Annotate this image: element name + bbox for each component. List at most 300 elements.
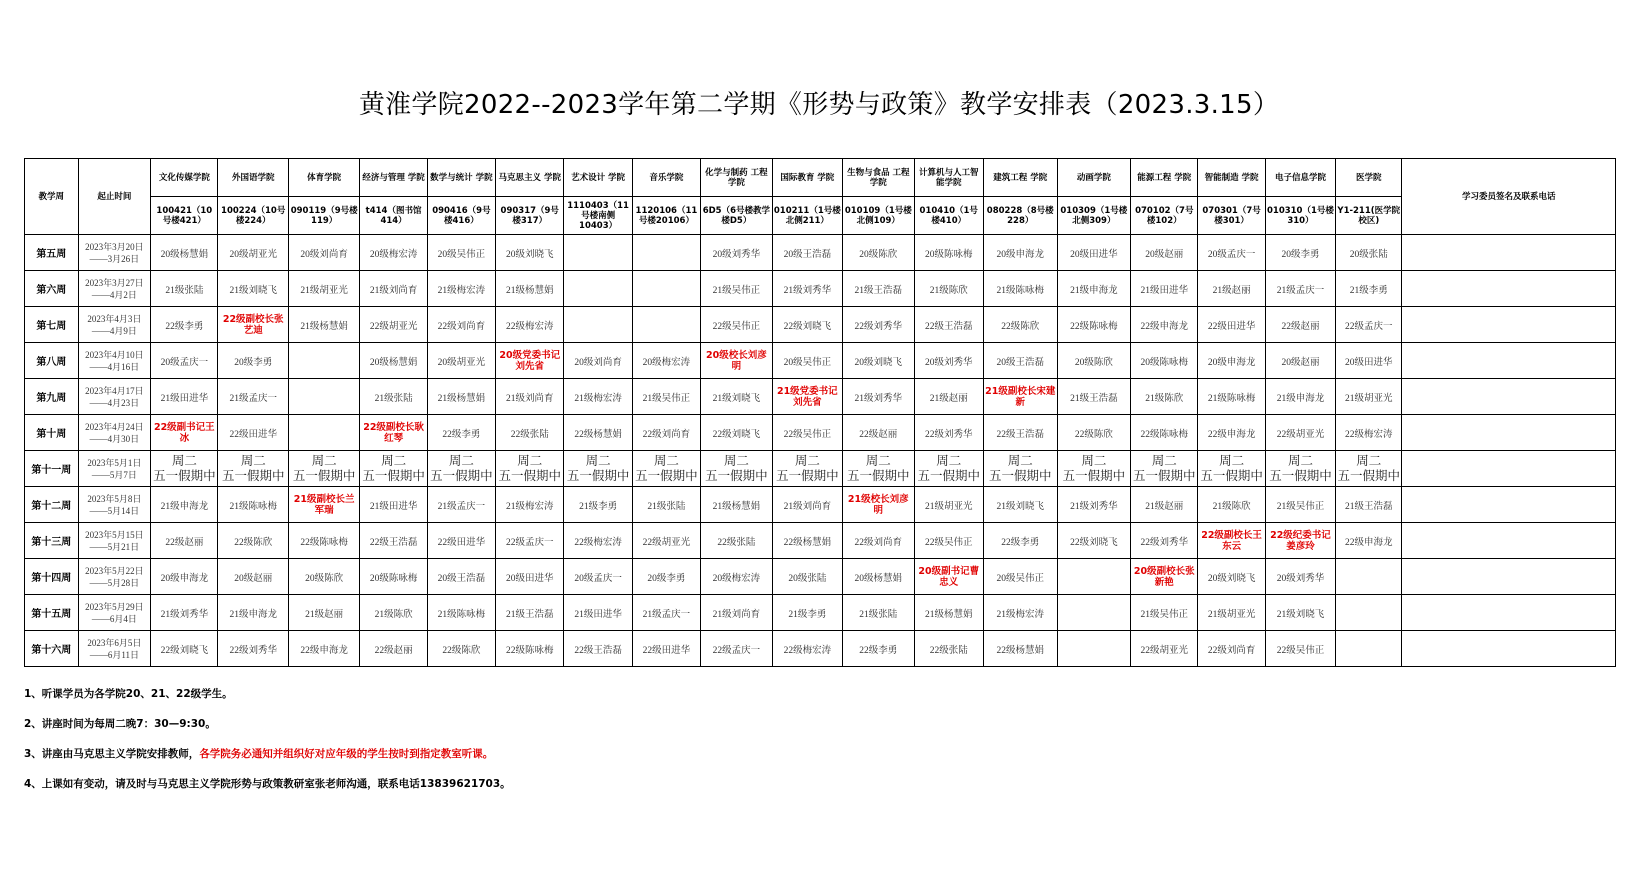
classroom-header: 010310（1号楼310） — [1265, 197, 1335, 235]
lecture-cell: 22级刘秀华 — [1131, 523, 1198, 559]
date-line: 2023年3月20日 — [85, 241, 144, 252]
lecture-cell: 21级张陆 — [843, 595, 915, 631]
lecture-cell: 21级陈咏梅 — [1198, 379, 1265, 415]
lecture-cell: 22级陈咏梅 — [496, 631, 564, 667]
college-header: 艺术设计 学院 — [564, 159, 632, 197]
lecture-cell: 22级吴伟正 — [914, 523, 983, 559]
college-header: 音乐学院 — [632, 159, 700, 197]
lecture-cell — [1057, 631, 1131, 667]
lecture-cell: 21级胡亚光 — [1336, 379, 1402, 415]
leader-lecture-cell: 22级副校长王东云 — [1198, 523, 1265, 559]
holiday-line: 五一假期中 — [847, 468, 910, 483]
lecture-cell: 22级田进华 — [427, 523, 495, 559]
lecture-cell: 22级张陆 — [496, 415, 564, 451]
week-cell: 第十五周 — [25, 595, 79, 631]
classroom-header: 090317（9号楼317） — [496, 197, 564, 235]
date-cell — [78, 343, 151, 379]
note-emphasis: 各学院务必通知并组织好对应年级的学生按时到指定教室听课。 — [199, 748, 494, 760]
date-line: ——4月9日 — [91, 325, 137, 336]
date-line: 2023年5月22日 — [85, 565, 144, 576]
lecture-cell: 21级刘晓飞 — [218, 271, 288, 307]
college-header: 体育学院 — [288, 159, 360, 197]
classroom-header: 070301（7号楼301） — [1198, 197, 1265, 235]
lecture-cell: 20级胡亚光 — [218, 235, 288, 271]
lecture-cell: 21级杨慧娟 — [914, 595, 983, 631]
lecture-cell: 21级杨慧娟 — [496, 271, 564, 307]
lecture-cell: 21级王浩磊 — [843, 271, 915, 307]
lecture-cell: 22级胡亚光 — [632, 523, 700, 559]
schedule-row — [25, 235, 1616, 271]
lecture-cell: 22级孟庆一 — [701, 631, 773, 667]
date-line: ——4月16日 — [89, 361, 140, 372]
lecture-cell: 21级田进华 — [1131, 271, 1198, 307]
lecture-cell: 22级田进华 — [1198, 307, 1265, 343]
lecture-cell: 21级李勇 — [1336, 271, 1402, 307]
lecture-cell: 22级杨慧娟 — [564, 415, 632, 451]
date-header: 起止时间 — [78, 159, 151, 235]
date-line: ——3月26日 — [89, 253, 140, 264]
lecture-cell: 20级梅宏涛 — [701, 559, 773, 595]
holiday-cell — [983, 451, 1057, 487]
holiday-cell — [1198, 451, 1265, 487]
signature-cell — [1402, 235, 1616, 271]
classroom-header: 010211（1号楼北侧211） — [772, 197, 842, 235]
page-title: 黄淮学院2022--2023学年第二学期《形势与政策》教学安排表（2023.3.15） — [358, 90, 1280, 120]
lecture-cell: 20级刘尚育 — [288, 235, 360, 271]
holiday-line: 周二 — [585, 453, 611, 468]
signature-cell — [1402, 415, 1616, 451]
lecture-cell: 22级李勇 — [843, 631, 915, 667]
lecture-cell: 21级孟庆一 — [1265, 271, 1335, 307]
lecture-cell: 21级陈咏梅 — [983, 271, 1057, 307]
holiday-line: 五一假期中 — [498, 468, 561, 483]
lecture-cell: 22级陈欣 — [218, 523, 288, 559]
classroom-header: 6D5（6号楼教学楼D5） — [701, 197, 773, 235]
lecture-cell — [632, 271, 700, 307]
holiday-cell — [151, 451, 218, 487]
lecture-cell: 21级孟庆一 — [632, 595, 700, 631]
lecture-cell: 20级赵丽 — [218, 559, 288, 595]
classroom-header: 070102（7号楼102） — [1131, 197, 1198, 235]
lecture-cell: 22级胡亚光 — [1131, 631, 1198, 667]
leader-lecture-cell: 20级副书记曹忠义 — [914, 559, 983, 595]
lecture-cell — [1336, 559, 1402, 595]
college-header: 建筑工程 学院 — [983, 159, 1057, 197]
leader-lecture-cell: 21级校长刘彦明 — [843, 487, 915, 523]
week-cell: 第十六周 — [25, 631, 79, 667]
lecture-cell — [564, 235, 632, 271]
holiday-line: 周二 — [448, 453, 474, 468]
college-header: 电子信息学院 — [1265, 159, 1335, 197]
lecture-cell: 21级刘晓飞 — [983, 487, 1057, 523]
week-cell: 第五周 — [25, 235, 79, 271]
week-cell: 第六周 — [25, 271, 79, 307]
classroom-header: 010109（1号楼北侧109） — [843, 197, 915, 235]
lecture-cell: 22级赵丽 — [843, 415, 915, 451]
lecture-cell: 20级王浩磊 — [427, 559, 495, 595]
lecture-cell: 22级杨慧娟 — [983, 631, 1057, 667]
lecture-cell: 22级申海龙 — [1198, 415, 1265, 451]
lecture-cell: 20级刘秀华 — [914, 343, 983, 379]
signature-cell — [1402, 343, 1616, 379]
lecture-cell: 21级田进华 — [151, 379, 218, 415]
date-line: 2023年3月27日 — [85, 277, 144, 288]
lecture-cell: 21级王浩磊 — [496, 595, 564, 631]
lecture-cell: 21级赵丽 — [1131, 487, 1198, 523]
lecture-cell: 20级赵丽 — [1265, 343, 1335, 379]
lecture-cell: 22级杨慧娟 — [772, 523, 842, 559]
holiday-line: 五一假期中 — [153, 468, 216, 483]
date-line: 2023年4月3日 — [87, 313, 142, 324]
college-header: 国际教育 学院 — [772, 159, 842, 197]
date-line: 2023年4月10日 — [85, 349, 144, 360]
lecture-cell: 20级李勇 — [218, 343, 288, 379]
holiday-line: 周二 — [653, 453, 679, 468]
lecture-cell: 21级梅宏涛 — [427, 271, 495, 307]
lecture-cell: 22级梅宏涛 — [1336, 415, 1402, 451]
lecture-cell: 22级王浩磊 — [360, 523, 427, 559]
holiday-cell — [772, 451, 842, 487]
lecture-cell: 20级李勇 — [1265, 235, 1335, 271]
lecture-cell: 20级申海龙 — [1198, 343, 1265, 379]
date-cell — [78, 487, 151, 523]
note-line — [24, 686, 1604, 716]
lecture-cell: 22级张陆 — [701, 523, 773, 559]
lecture-cell: 22级陈咏梅 — [288, 523, 360, 559]
lecture-cell: 20级刘秀华 — [701, 235, 773, 271]
lecture-cell: 22级王浩磊 — [914, 307, 983, 343]
leader-lecture-cell: 21级副校长兰军瑞 — [288, 487, 360, 523]
schedule-table — [24, 158, 1616, 667]
lecture-cell: 20级杨慧娟 — [843, 559, 915, 595]
lecture-cell: 20级王浩磊 — [772, 235, 842, 271]
lecture-cell — [632, 307, 700, 343]
date-cell — [78, 595, 151, 631]
lecture-cell: 21级胡亚光 — [288, 271, 360, 307]
holiday-cell — [701, 451, 773, 487]
lecture-cell — [1057, 559, 1131, 595]
signature-cell — [1402, 271, 1616, 307]
lecture-cell: 22级李勇 — [427, 415, 495, 451]
holiday-line: 周二 — [1151, 453, 1177, 468]
lecture-cell: 22级申海龙 — [1336, 523, 1402, 559]
lecture-cell: 20级孟庆一 — [151, 343, 218, 379]
holiday-line: 五一假期中 — [1269, 468, 1332, 483]
signature-header: 学习委员签名及联系电话 — [1402, 159, 1616, 235]
date-line: ——5月7日 — [91, 469, 137, 480]
lecture-cell: 22级申海龙 — [1131, 307, 1198, 343]
lecture-cell — [1336, 631, 1402, 667]
classroom-header: 100224（10号楼224） — [218, 197, 288, 235]
holiday-line: 周二 — [171, 453, 197, 468]
lecture-cell: 21级吴伟正 — [701, 271, 773, 307]
lecture-cell: 20级梅宏涛 — [632, 343, 700, 379]
date-line: 2023年5月1日 — [87, 457, 142, 468]
lecture-cell: 20级赵丽 — [1131, 235, 1198, 271]
lecture-cell: 22级吴伟正 — [1265, 631, 1335, 667]
holiday-cell — [564, 451, 632, 487]
college-header: 计算机与人工智能学院 — [914, 159, 983, 197]
holiday-line: 周二 — [936, 453, 962, 468]
lecture-cell: 22级吴伟正 — [701, 307, 773, 343]
leader-lecture-cell: 21级副校长宋建新 — [983, 379, 1057, 415]
schedule-row — [25, 451, 1616, 487]
schedule-row — [25, 631, 1616, 667]
holiday-cell — [843, 451, 915, 487]
date-cell — [78, 451, 151, 487]
holiday-cell — [1131, 451, 1198, 487]
lecture-cell: 21级刘秀华 — [843, 379, 915, 415]
date-line: 2023年4月24日 — [85, 421, 144, 432]
lecture-cell — [1336, 595, 1402, 631]
holiday-cell — [1265, 451, 1335, 487]
signature-cell — [1402, 379, 1616, 415]
note-text: 4、上课如有变动，请及时与马克思主义学院形势与政策教研室张老师沟通，联系电话13839621703。 — [24, 778, 511, 790]
lecture-cell: 21级孟庆一 — [218, 379, 288, 415]
lecture-cell: 20级田进华 — [1057, 235, 1131, 271]
date-line: 2023年5月8日 — [87, 493, 142, 504]
note-text: 3、讲座由马克思主义学院安排教师， — [24, 748, 200, 760]
lecture-cell: 22级申海龙 — [288, 631, 360, 667]
lecture-cell: 22级陈咏梅 — [1057, 307, 1131, 343]
lecture-cell: 21级申海龙 — [1265, 379, 1335, 415]
lecture-cell: 21级孟庆一 — [427, 487, 495, 523]
college-header: 智能制造 学院 — [1198, 159, 1265, 197]
lecture-cell: 22级吴伟正 — [772, 415, 842, 451]
lecture-cell: 21级李勇 — [564, 487, 632, 523]
lecture-cell: 21级吴伟正 — [1131, 595, 1198, 631]
holiday-line: 周二 — [1287, 453, 1313, 468]
lecture-cell: 22级李勇 — [151, 307, 218, 343]
holiday-line: 五一假期中 — [566, 468, 630, 483]
lecture-cell: 20级陈咏梅 — [360, 559, 427, 595]
lecture-cell: 21级陈咏梅 — [218, 487, 288, 523]
lecture-cell: 22级梅宏涛 — [772, 631, 842, 667]
note-line — [24, 746, 1604, 776]
date-cell — [78, 415, 151, 451]
lecture-cell: 22级赵丽 — [360, 631, 427, 667]
classroom-header: 1120106（11号楼20106） — [632, 197, 700, 235]
lecture-cell — [288, 379, 360, 415]
lecture-cell: 22级梅宏涛 — [496, 307, 564, 343]
lecture-cell: 22级刘晓飞 — [772, 307, 842, 343]
schedule-row — [25, 415, 1616, 451]
lecture-cell: 20级孟庆一 — [564, 559, 632, 595]
leader-lecture-cell: 22级副书记王冰 — [151, 415, 218, 451]
date-cell — [78, 631, 151, 667]
holiday-cell — [360, 451, 427, 487]
lecture-cell: 22级赵丽 — [1265, 307, 1335, 343]
leader-lecture-cell: 20级党委书记刘先省 — [496, 343, 564, 379]
lecture-cell — [632, 235, 700, 271]
lecture-cell: 21级田进华 — [360, 487, 427, 523]
lecture-cell: 21级吴伟正 — [632, 379, 700, 415]
date-line: ——5月14日 — [89, 505, 140, 516]
holiday-cell — [427, 451, 495, 487]
lecture-cell — [564, 307, 632, 343]
lecture-cell: 21级胡亚光 — [1198, 595, 1265, 631]
lecture-cell: 20级张陆 — [1336, 235, 1402, 271]
holiday-line: 五一假期中 — [705, 468, 768, 483]
lecture-cell: 21级刘秀华 — [151, 595, 218, 631]
lecture-cell: 21级王浩磊 — [1336, 487, 1402, 523]
college-header: 文化传媒学院 — [151, 159, 218, 197]
date-cell — [78, 559, 151, 595]
note-text: 1、听课学员为各学院20、21、22级学生。 — [24, 688, 233, 700]
college-header: 能源工程 学院 — [1131, 159, 1198, 197]
lecture-cell: 21级李勇 — [772, 595, 842, 631]
lecture-cell: 21级刘晓飞 — [1265, 595, 1335, 631]
lecture-cell: 22级陈欣 — [983, 307, 1057, 343]
lecture-cell: 21级刘尚育 — [496, 379, 564, 415]
note-text: 2、讲座时间为每周二晚7：30—9:30。 — [24, 718, 216, 730]
lecture-cell: 21级胡亚光 — [914, 487, 983, 523]
lecture-cell: 20级刘尚育 — [564, 343, 632, 379]
week-header: 教学周 — [25, 159, 79, 235]
lecture-cell: 22级王浩磊 — [983, 415, 1057, 451]
date-line: 2023年6月5日 — [87, 637, 142, 648]
holiday-line: 周二 — [1007, 453, 1033, 468]
lecture-cell: 22级刘尚育 — [843, 523, 915, 559]
lecture-cell: 20级陈欣 — [843, 235, 915, 271]
lecture-cell: 20级梅宏涛 — [360, 235, 427, 271]
holiday-line: 周二 — [517, 453, 543, 468]
date-line: 2023年5月29日 — [85, 601, 144, 612]
signature-cell — [1402, 523, 1616, 559]
holiday-line: 五一假期中 — [1133, 468, 1196, 483]
leader-lecture-cell: 20级校长刘彦明 — [701, 343, 773, 379]
lecture-cell: 20级胡亚光 — [427, 343, 495, 379]
holiday-line: 五一假期中 — [430, 468, 493, 483]
lecture-cell: 21级陈欣 — [1131, 379, 1198, 415]
lecture-cell: 20级杨慧娟 — [360, 343, 427, 379]
classroom-header: 090416（9号楼416） — [427, 197, 495, 235]
date-cell — [78, 271, 151, 307]
lecture-cell: 21级杨慧娟 — [427, 379, 495, 415]
schedule-row — [25, 307, 1616, 343]
lecture-cell: 20级张陆 — [772, 559, 842, 595]
lecture-cell: 22级刘尚育 — [632, 415, 700, 451]
lecture-cell: 22级李勇 — [983, 523, 1057, 559]
classroom-header: t414（图书馆414） — [360, 197, 427, 235]
leader-lecture-cell: 21级党委书记刘先省 — [772, 379, 842, 415]
lecture-cell: 22级刘晓飞 — [701, 415, 773, 451]
lecture-cell: 21级陈欣 — [914, 271, 983, 307]
lecture-cell: 22级田进华 — [632, 631, 700, 667]
date-line: ——6月11日 — [89, 649, 139, 660]
lecture-cell: 21级张陆 — [632, 487, 700, 523]
notes-section — [24, 686, 1604, 806]
college-header: 医学院 — [1336, 159, 1402, 197]
signature-cell — [1402, 559, 1616, 595]
lecture-cell: 21级刘尚育 — [360, 271, 427, 307]
schedule-row — [25, 595, 1616, 631]
date-cell — [78, 523, 151, 559]
holiday-line: 五一假期中 — [292, 468, 356, 483]
holiday-cell — [1336, 451, 1402, 487]
lecture-cell: 20级孟庆一 — [1198, 235, 1265, 271]
week-cell: 第十一周 — [25, 451, 79, 487]
college-header: 经济与管理 学院 — [360, 159, 427, 197]
lecture-cell: 21级刘尚育 — [701, 595, 773, 631]
lecture-cell: 21级田进华 — [564, 595, 632, 631]
date-line: 2023年4月17日 — [85, 385, 144, 396]
holiday-line: 五一假期中 — [776, 468, 839, 483]
lecture-cell: 20级吴伟正 — [427, 235, 495, 271]
date-line: ——4月23日 — [89, 397, 140, 408]
lecture-cell: 21级赵丽 — [288, 595, 360, 631]
holiday-line: 周二 — [1081, 453, 1107, 468]
college-header: 生物与食品 工程学院 — [843, 159, 915, 197]
date-cell — [78, 307, 151, 343]
lecture-cell — [1057, 595, 1131, 631]
lecture-cell — [288, 415, 360, 451]
holiday-line: 五一假期中 — [221, 468, 285, 483]
college-header: 化学与制药 工程学院 — [701, 159, 773, 197]
lecture-cell: 22级刘晓飞 — [151, 631, 218, 667]
holiday-line: 五一假期中 — [362, 468, 425, 483]
college-header: 外国语学院 — [218, 159, 288, 197]
leader-lecture-cell: 22级纪委书记姜彦玲 — [1265, 523, 1335, 559]
date-line: ——4月2日 — [91, 289, 137, 300]
lecture-cell: 21级申海龙 — [151, 487, 218, 523]
lecture-cell: 22级梅宏涛 — [564, 523, 632, 559]
date-line: ——6月4日 — [91, 613, 137, 624]
signature-cell — [1402, 631, 1616, 667]
note-line — [24, 776, 1604, 806]
holiday-line: 周二 — [311, 453, 337, 468]
holiday-line: 五一假期中 — [1062, 468, 1126, 483]
holiday-line: 五一假期中 — [988, 468, 1052, 483]
lecture-cell: 21级刘尚育 — [772, 487, 842, 523]
lecture-cell: 21级王浩磊 — [1057, 379, 1131, 415]
date-line: 2023年5月15日 — [85, 529, 144, 540]
schedule-row — [25, 271, 1616, 307]
holiday-line: 五一假期中 — [1200, 468, 1263, 483]
college-header: 数学与统计 学院 — [427, 159, 495, 197]
lecture-cell: 20级刘晓飞 — [1198, 559, 1265, 595]
classroom-header: 1110403（11号楼南侧10403） — [564, 197, 632, 235]
classroom-header: 080228（8号楼228） — [983, 197, 1057, 235]
week-cell: 第十三周 — [25, 523, 79, 559]
lecture-cell: 21级陈欣 — [1198, 487, 1265, 523]
lecture-cell: 20级刘晓飞 — [843, 343, 915, 379]
week-cell: 第七周 — [25, 307, 79, 343]
holiday-cell — [496, 451, 564, 487]
holiday-line: 周二 — [794, 453, 820, 468]
lecture-cell: 21级申海龙 — [1057, 271, 1131, 307]
lecture-cell: 21级刘秀华 — [772, 271, 842, 307]
week-cell: 第八周 — [25, 343, 79, 379]
date-line: ——4月30日 — [89, 433, 140, 444]
lecture-cell: 20级田进华 — [1336, 343, 1402, 379]
holiday-cell — [1057, 451, 1131, 487]
classroom-header: 010309（1号楼北侧309） — [1057, 197, 1131, 235]
lecture-cell: 22级刘尚育 — [427, 307, 495, 343]
classroom-header: Y1-211(医学院校区) — [1336, 197, 1402, 235]
college-header: 动画学院 — [1057, 159, 1131, 197]
holiday-line: 周二 — [1219, 453, 1245, 468]
lecture-cell: 20级吴伟正 — [772, 343, 842, 379]
date-cell — [78, 235, 151, 271]
week-cell: 第九周 — [25, 379, 79, 415]
lecture-cell: 22级张陆 — [914, 631, 983, 667]
lecture-cell: 21级吴伟正 — [1265, 487, 1335, 523]
leader-lecture-cell: 22级副校长张艺迪 — [218, 307, 288, 343]
holiday-line: 周二 — [381, 453, 407, 468]
lecture-cell: 22级孟庆一 — [496, 523, 564, 559]
lecture-cell: 21级梅宏涛 — [496, 487, 564, 523]
